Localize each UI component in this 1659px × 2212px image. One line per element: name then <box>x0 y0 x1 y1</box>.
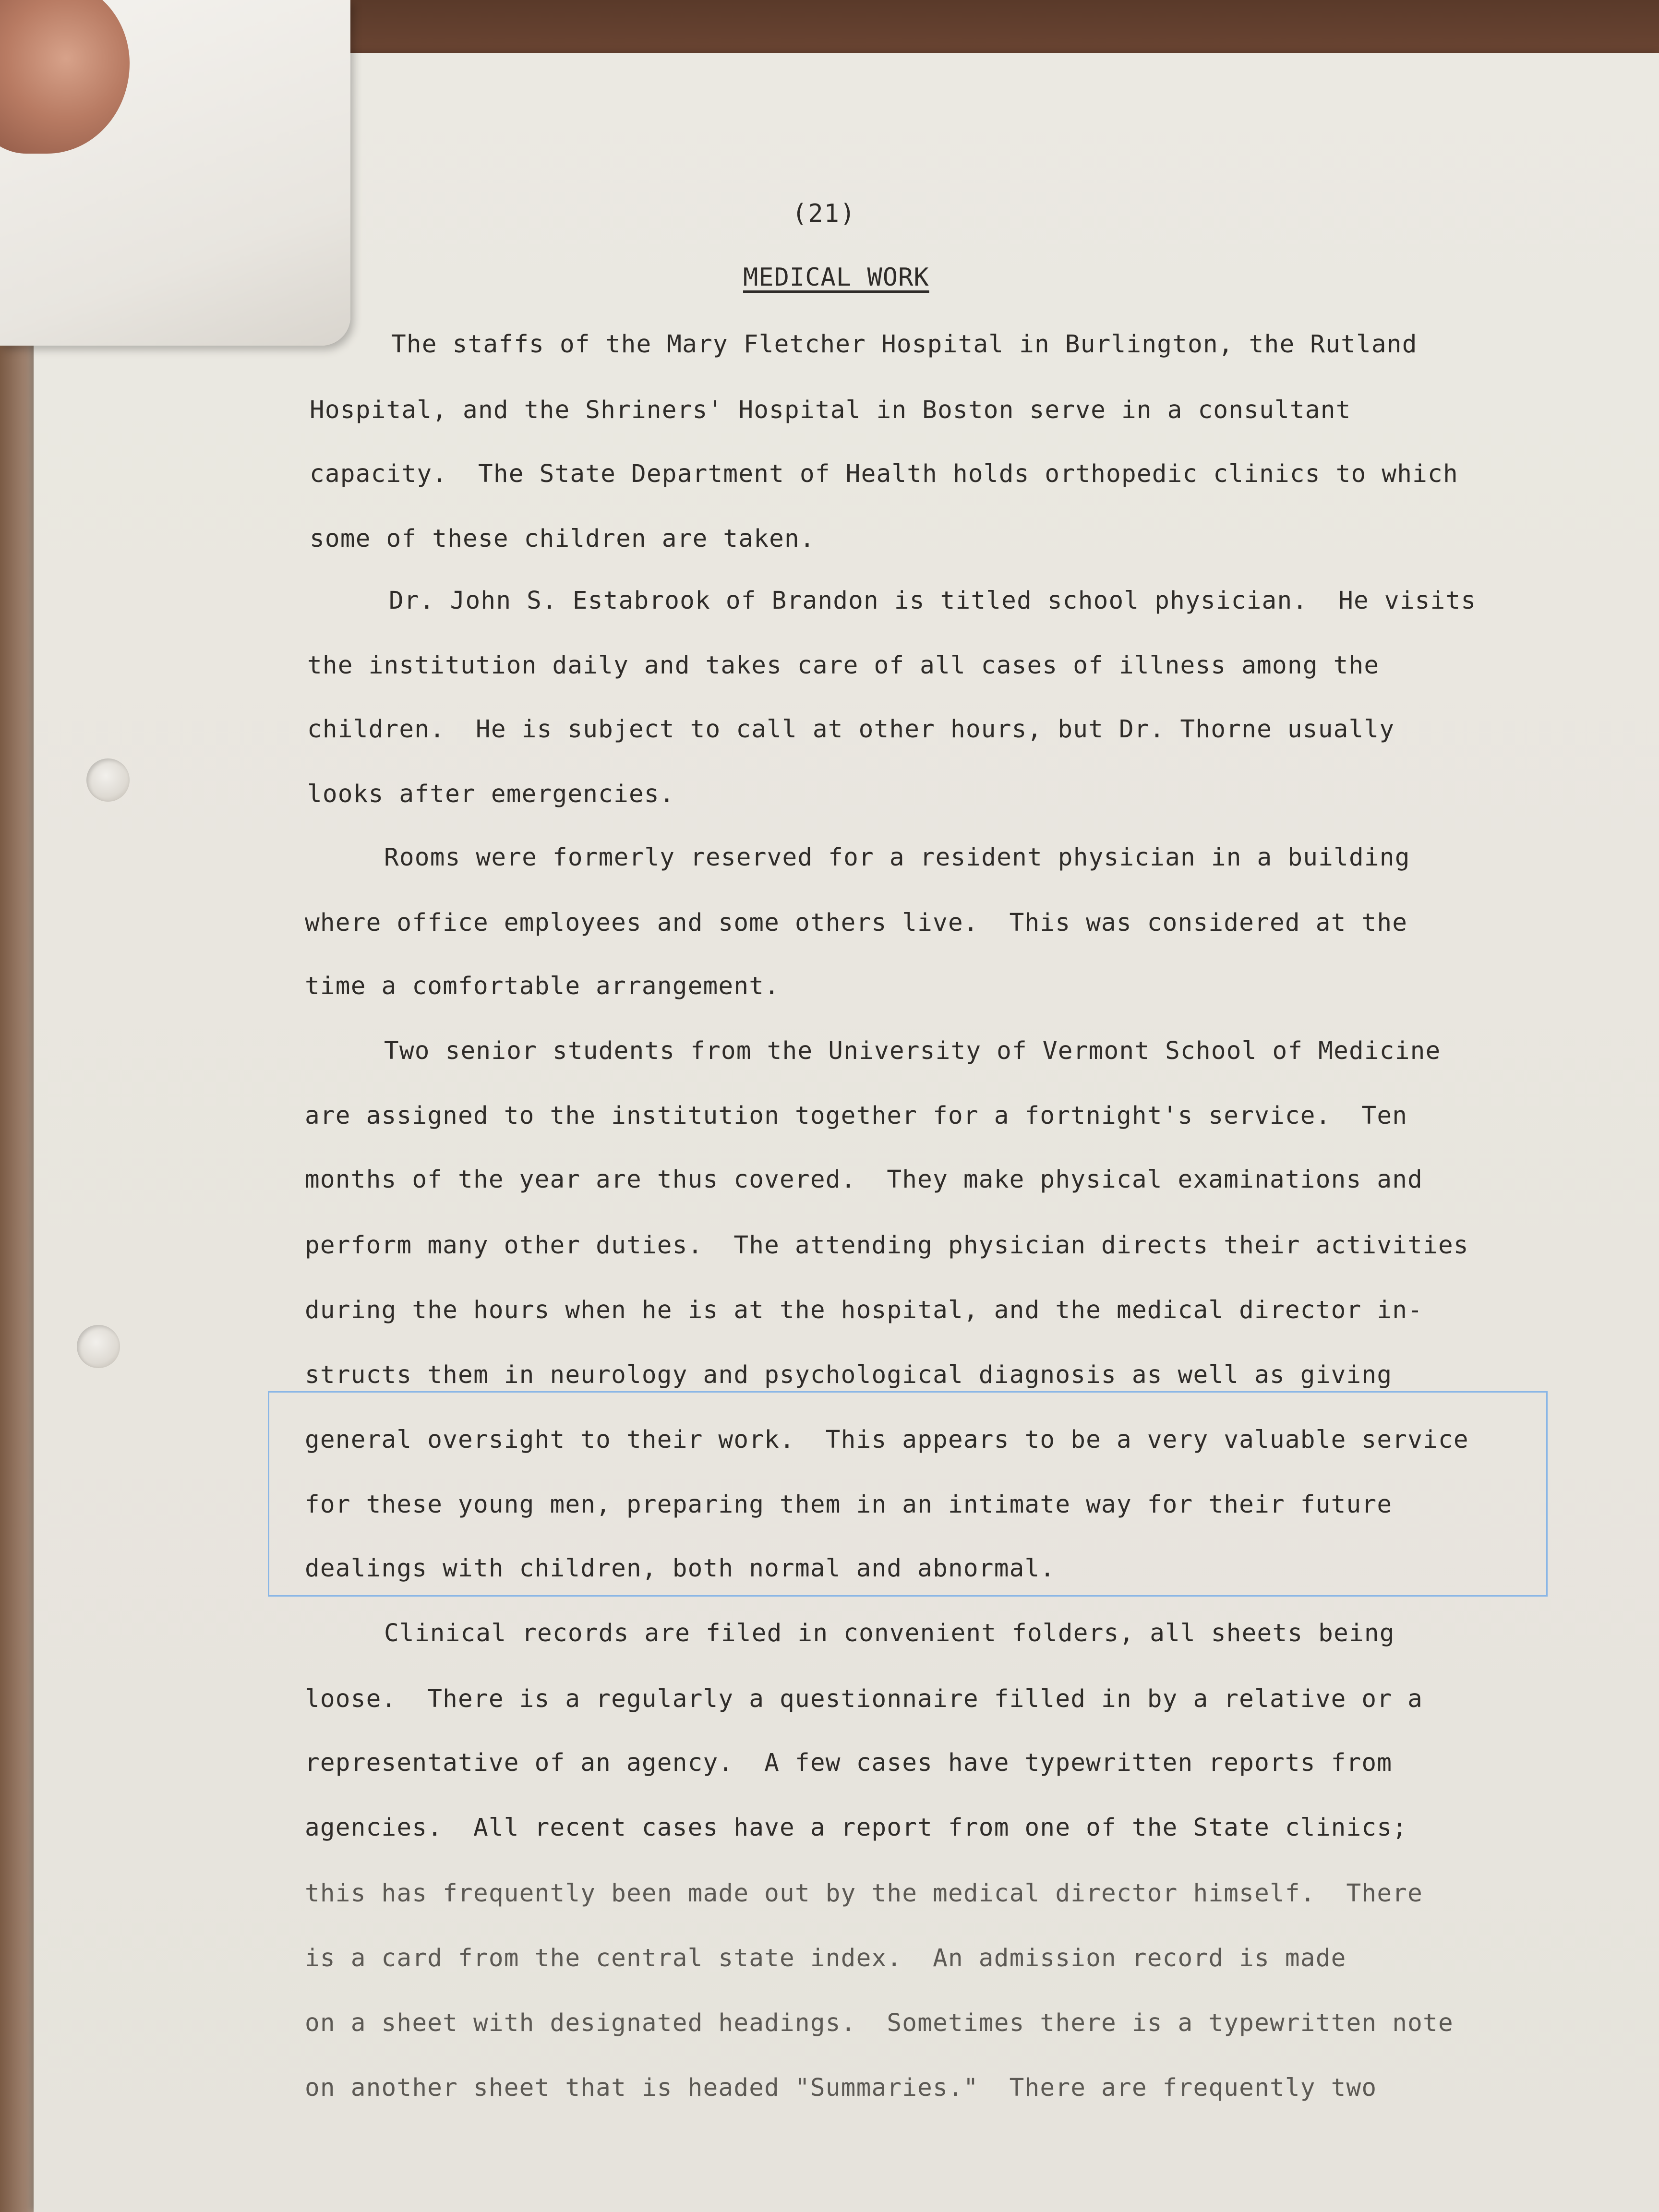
text-line: dealings with children, both normal and abnormal. <box>305 1554 1056 1583</box>
text-line: children. He is subject to call at other hours, but Dr. Thorne usually <box>307 715 1395 744</box>
text-line: months of the year are thus covered. They make physical examinations and <box>305 1166 1423 1194</box>
text-line: Clinical records are filed in convenient folders, all sheets being <box>384 1619 1395 1647</box>
text-line: capacity. The State Department of Health holds orthopedic clinics to which <box>310 460 1458 488</box>
text-line: for these young men, preparing them in an intimate way for their future <box>305 1491 1393 1519</box>
text-line: Rooms were formerly reserved for a resident physician in a building <box>384 843 1410 872</box>
text-line: during the hours when he is at the hospital, and the medical director in- <box>305 1296 1423 1324</box>
text-line: the institution daily and takes care of all cases of illness among the <box>307 651 1380 680</box>
page-number: (21) <box>792 199 856 228</box>
text-line: Hospital, and the Shriners' Hospital in Boston serve in a consultant <box>310 396 1351 424</box>
text-line: perform many other duties. The attending physician directs their activities <box>305 1231 1469 1260</box>
text-line: where office employees and some others live. This was considered at the <box>305 909 1408 937</box>
text-line: are assigned to the institution together for a fortnight's service. Ten <box>305 1102 1408 1130</box>
text-line: structs them in neurology and psychological diagnosis as well as giving <box>305 1361 1393 1389</box>
text-line: looks after emergencies. <box>307 780 675 808</box>
text-line: Dr. John S. Estabrook of Brandon is titled school physician. He visits <box>389 587 1477 615</box>
text-line: this has frequently been made out by the medical director himself. There <box>305 1879 1423 1908</box>
selection-highlight-box <box>268 1391 1548 1597</box>
text-line: some of these children are taken. <box>310 525 815 553</box>
text-line: general oversight to their work. This appears to be a very valuable service <box>305 1426 1469 1454</box>
text-line: is a card from the central state index. An admission record is made <box>305 1944 1346 1972</box>
text-line: agencies. All recent cases have a report from one of the State clinics; <box>305 1814 1408 1842</box>
text-line: on another sheet that is headed "Summaries." There are frequently two <box>305 2074 1377 2102</box>
text-line: loose. There is a regularly a questionnaire filled in by a relative or a <box>305 1685 1423 1713</box>
text-line: on a sheet with designated headings. Sometimes there is a typewritten note <box>305 2009 1454 2037</box>
text-line: The staffs of the Mary Fletcher Hospital in Burlington, the Rutland <box>391 330 1418 359</box>
text-line: representative of an agency. A few cases have typewritten reports from <box>305 1749 1393 1777</box>
text-line: time a comfortable arrangement. <box>305 972 780 1000</box>
text-line: Two senior students from the University of Vermont School of Medicine <box>384 1037 1441 1065</box>
page-title: MEDICAL WORK <box>743 263 929 292</box>
